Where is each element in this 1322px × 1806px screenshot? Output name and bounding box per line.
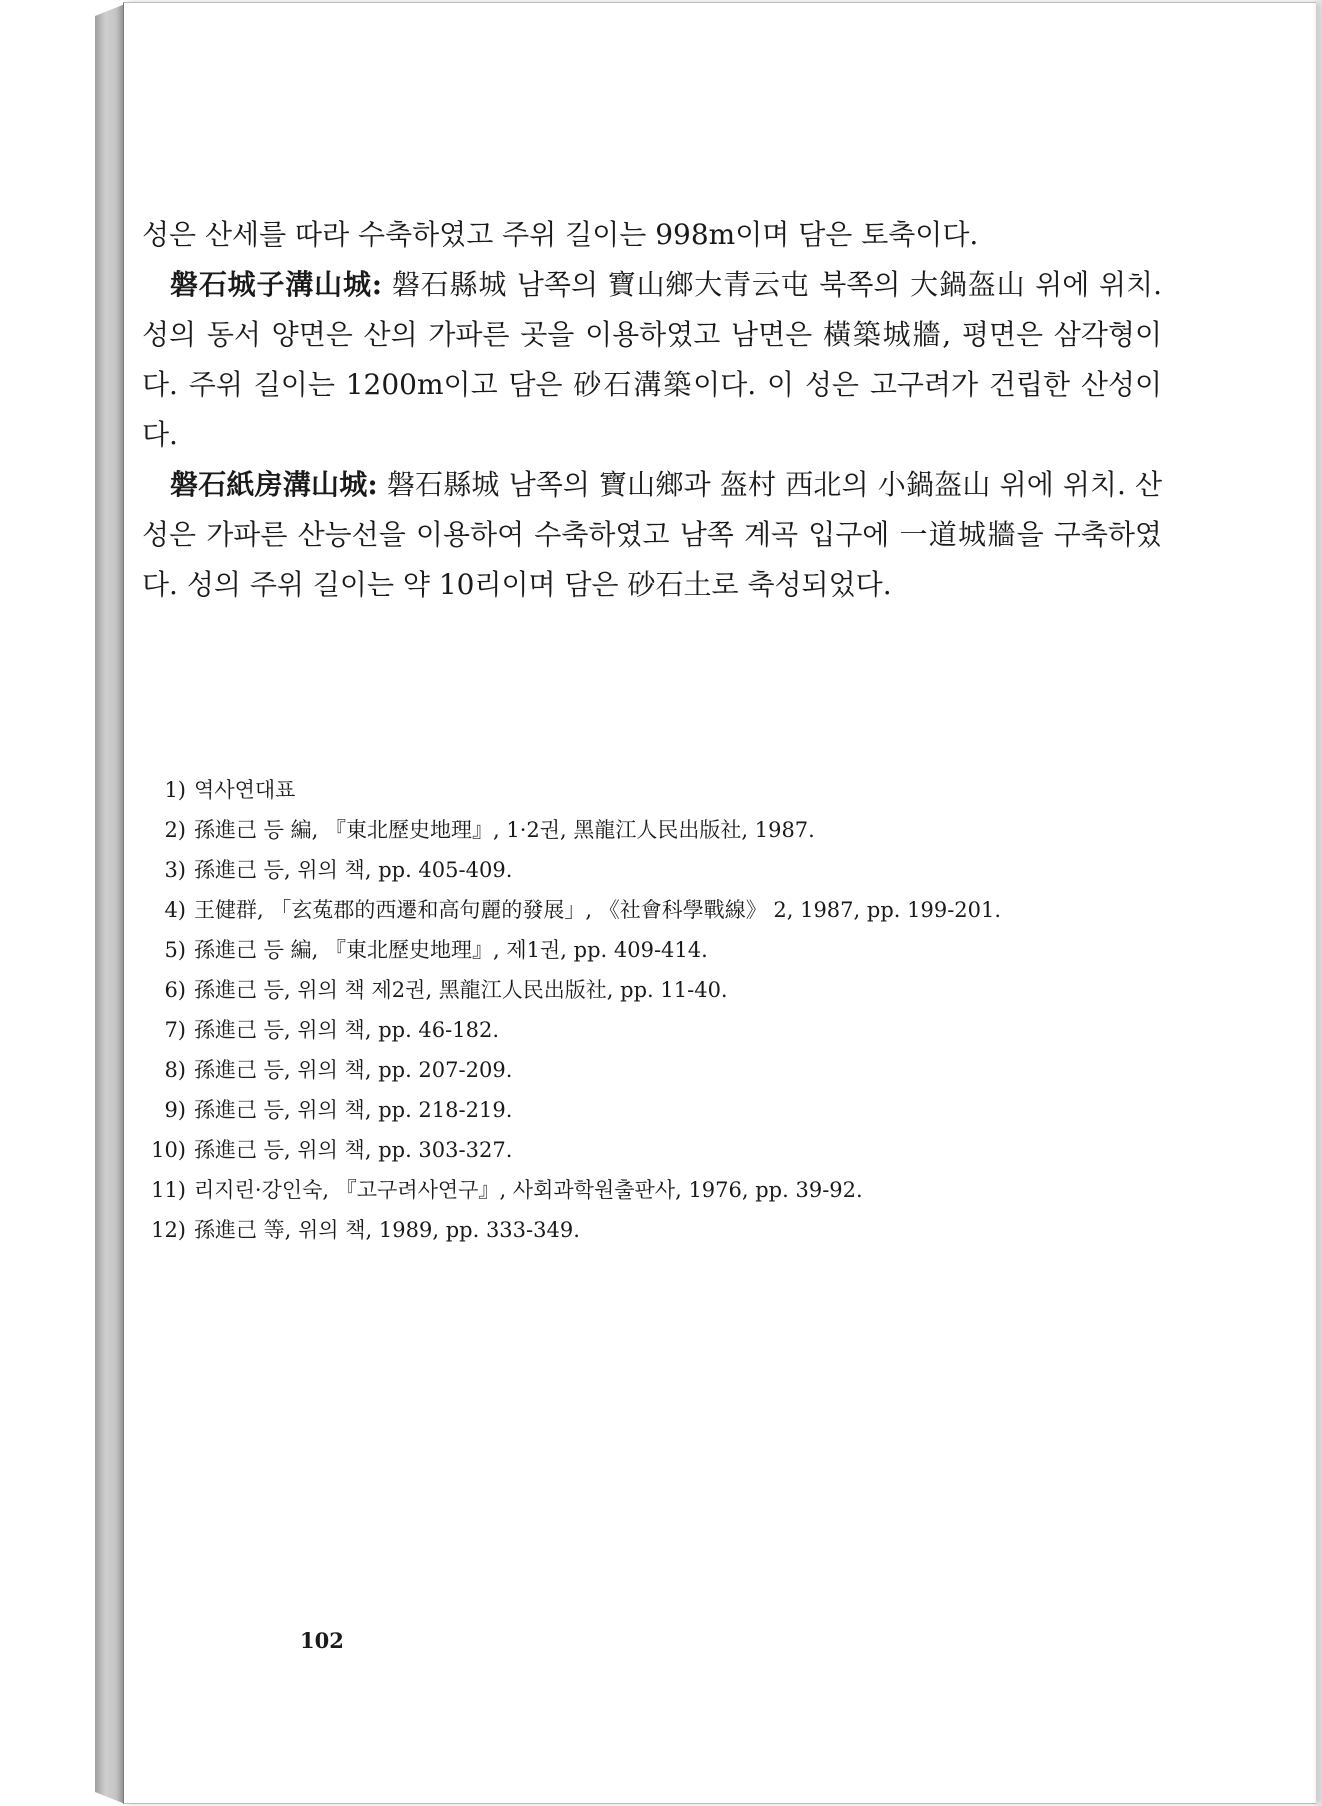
footnote-text: 孫進己 등, 위의 책, pp. 405-409. — [194, 858, 513, 882]
footnote-text: 리지린·강인숙, 『고구려사연구』, 사회과학원출판사, 1976, pp. 39-92. — [194, 1178, 863, 1202]
footnote — [142, 1170, 1162, 1210]
footnote-text: 王健群, 「玄菟郡的西遷和高句麗的發展」, 《社會科學戰線》 2, 1987, pp. 199-201. — [194, 898, 1002, 922]
footnote-number: 8) — [164, 1058, 186, 1082]
footnote-number: 1) — [164, 778, 186, 802]
footnote-text: 역사연대표 — [194, 778, 296, 802]
footnote-text: 孫進己 등, 위의 책, pp. 46-182. — [194, 1018, 500, 1042]
footnote — [142, 970, 1162, 1010]
footnote-number: 11) — [151, 1178, 186, 1202]
paragraph-text: 磐石縣城 남쪽의 寶山鄉大青云屯 북쪽의 大鍋盔山 위에 위치. 성의 동서 양면은 산의 가파른 곳을 이용하였고 남면은 橫築城牆, 평면은 삼각형이다. 주위 길이는 1200m이고 담은 砂石溝築이다. 이 성은 고구려가 건립한 산성이다. — [142, 268, 1162, 451]
footnote-number: 9) — [164, 1098, 186, 1122]
footnote-number: 5) — [164, 938, 186, 962]
footnote — [142, 890, 1162, 930]
footnote-text: 孫進己 등, 위의 책 제2권, 黑龍江人民出版社, pp. 11-40. — [194, 978, 728, 1002]
footnote-number: 2) — [164, 818, 186, 842]
footnote-text: 孫進己 등 編, 『東北歷史地理』, 1·2권, 黑龍江人民出版社, 1987. — [194, 818, 815, 842]
footnote-number: 3) — [164, 858, 186, 882]
footnote-text: 孫進己 등 編, 『東北歷史地理』, 제1권, pp. 409-414. — [194, 938, 708, 962]
paragraph-text: 성은 산세를 따라 수축하였고 주위 길이는 998m이며 담은 토축이다. — [142, 218, 979, 251]
footnote-number: 4) — [164, 898, 186, 922]
footnote-text: 孫進己 等, 위의 책, 1989, pp. 333-349. — [194, 1218, 580, 1242]
footnote-number: 6) — [164, 978, 186, 1002]
footnotes — [142, 770, 1162, 1250]
footnote — [142, 850, 1162, 890]
footnote-number: 10) — [151, 1138, 186, 1162]
body-paragraph — [142, 460, 1162, 610]
footnote-text: 孫進己 등, 위의 책, pp. 207-209. — [194, 1058, 513, 1082]
paragraph-heading: 磐石城子溝山城: — [170, 268, 383, 301]
page-number: 102 — [300, 1628, 344, 1653]
body-paragraph — [142, 210, 1162, 260]
page-shadow — [1312, 0, 1322, 1806]
footnote-text: 孫進己 등, 위의 책, pp. 303-327. — [194, 1138, 513, 1162]
paragraph-text: 磐石縣城 남쪽의 寶山鄉과 盔村 西北의 小鍋盔山 위에 위치. 산성은 가파른 산능선을 이용하여 수축하였고 남쪽 계곡 입구에 一道城牆을 구축하였다. 성의 주위 길이는 약 10리이며 담은 砂石土로 축성되었다. — [142, 468, 1162, 601]
footnote — [142, 810, 1162, 850]
footnote — [142, 930, 1162, 970]
footnote-number: 12) — [151, 1218, 186, 1242]
footnote — [142, 1130, 1162, 1170]
footnote — [142, 1050, 1162, 1090]
footnote — [142, 1090, 1162, 1130]
footnote — [142, 1210, 1162, 1250]
footnote-number: 7) — [164, 1018, 186, 1042]
body-paragraph — [142, 260, 1162, 460]
book-spine-edge — [95, 4, 125, 1804]
body-text — [142, 210, 1162, 610]
footnote — [142, 1010, 1162, 1050]
paragraph-heading: 磐石紙房溝山城: — [170, 468, 378, 501]
footnote-text: 孫進己 등, 위의 책, pp. 218-219. — [194, 1098, 513, 1122]
footnote — [142, 770, 1162, 810]
